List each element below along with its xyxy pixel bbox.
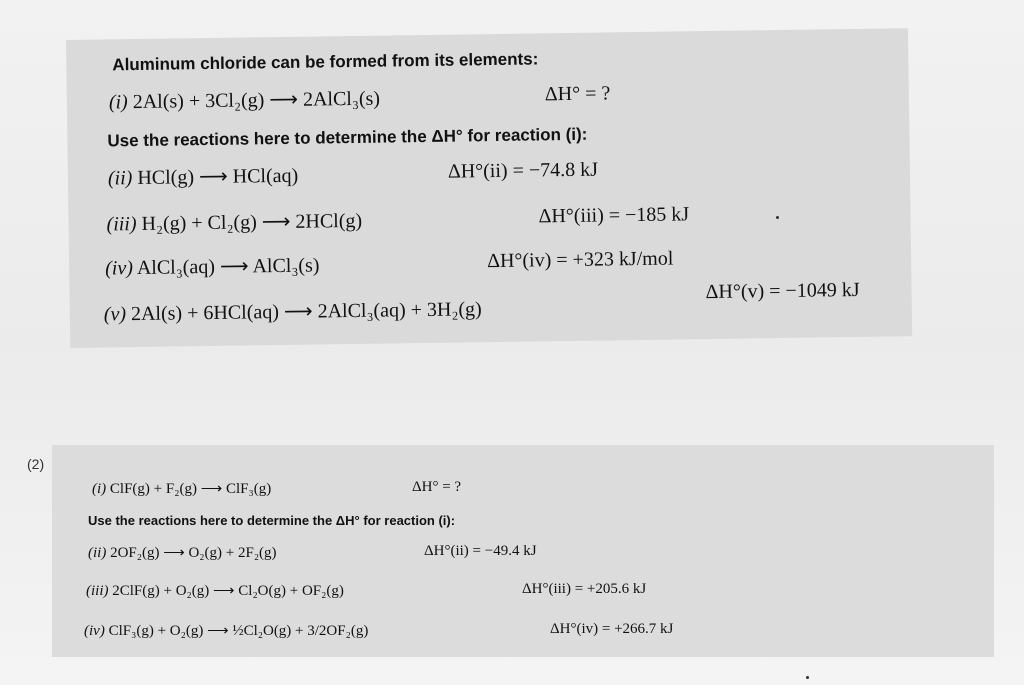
p1-reaction-iii xyxy=(106,208,362,237)
p1-reaction-v xyxy=(104,296,482,326)
margin-number: (2) xyxy=(27,456,45,472)
p2-reaction-iv xyxy=(84,621,368,640)
p2-reaction-iii xyxy=(86,581,344,600)
p2-r3-label: (iii) xyxy=(86,583,109,599)
p2-r3-enthalpy: ΔH°(iii) = +205.6 kJ xyxy=(522,581,647,597)
p1-r4-label: (iv) xyxy=(105,257,134,280)
problem-2-box xyxy=(52,445,994,657)
p1-r4-enthalpy: ΔH°(iv) = +323 kJ/mol xyxy=(486,247,674,273)
p1-reaction-iv xyxy=(105,252,320,280)
p2-r2-enthalpy: ΔH°(ii) = −49.4 kJ xyxy=(424,543,537,559)
p2-r4-enthalpy: ΔH°(iv) = +266.7 kJ xyxy=(550,621,674,637)
p2-reaction-ii xyxy=(88,543,277,562)
problem-1-box xyxy=(66,28,912,348)
p1-r3-label: (iii) xyxy=(106,213,137,236)
p1-reaction-ii xyxy=(108,163,299,191)
p1-r2-label: (ii) xyxy=(107,167,133,190)
p2-r3-equation: 2ClF(g) + O₂(g) ⟶ Cl₂O(g) + OF₂(g) xyxy=(112,583,344,599)
p1-r1-equation: 2Al(s) + 3Cl₂(g) ⟶ 2AlCl₃(s) xyxy=(132,87,381,114)
p1-r1-enthalpy: ΔH° = ? xyxy=(544,82,611,106)
p2-r2-equation: 2OF₂(g) ⟶ O₂(g) + 2F₂(g) xyxy=(110,545,277,561)
p2-reaction-i xyxy=(92,479,271,498)
p2-r4-label: (iv) xyxy=(84,623,105,639)
p1-reaction-i xyxy=(109,86,380,115)
stray-dot xyxy=(806,676,809,679)
p1-r3-enthalpy: ΔH°(iii) = −185 kJ xyxy=(538,203,690,228)
p2-r1-equation: ClF(g) + F₂(g) ⟶ ClF₃(g) xyxy=(109,481,272,497)
problem-2-instruction: Use the reactions here to determine the ΔH° for reaction (i): xyxy=(88,513,456,528)
p1-r4-equation: AlCl₃(aq) ⟶ AlCl₃(s) xyxy=(136,254,320,280)
problem-1-intro: Aluminum chloride can be formed from its elements: xyxy=(112,49,539,75)
p1-r3-equation: H₂(g) + Cl₂(g) ⟶ 2HCl(g) xyxy=(141,209,363,235)
p2-r2-label: (ii) xyxy=(88,545,107,561)
p2-r4-equation: ClF₃(g) + O₂(g) ⟶ ½Cl₂O(g) + 3/2OF₂(g) xyxy=(108,623,369,639)
p1-r2-enthalpy: ΔH°(ii) = −74.8 kJ xyxy=(447,158,599,183)
p1-r5-label: (v) xyxy=(103,303,127,326)
p1-r1-label: (i) xyxy=(108,91,128,114)
p1-r2-equation: HCl(g) ⟶ HCl(aq) xyxy=(137,164,299,190)
p1-r5-enthalpy: ΔH°(v) = −1049 kJ xyxy=(705,278,860,304)
stray-dot xyxy=(776,216,779,219)
problem-1-instruction: Use the reactions here to determine the ΔH° for reaction (i): xyxy=(107,124,588,151)
p1-r5-equation: 2Al(s) + 6HCl(aq) ⟶ 2AlCl₃(aq) + 3H₂(g) xyxy=(130,298,482,326)
p2-r1-enthalpy: ΔH° = ? xyxy=(412,479,462,495)
p2-r1-label: (i) xyxy=(92,481,107,497)
